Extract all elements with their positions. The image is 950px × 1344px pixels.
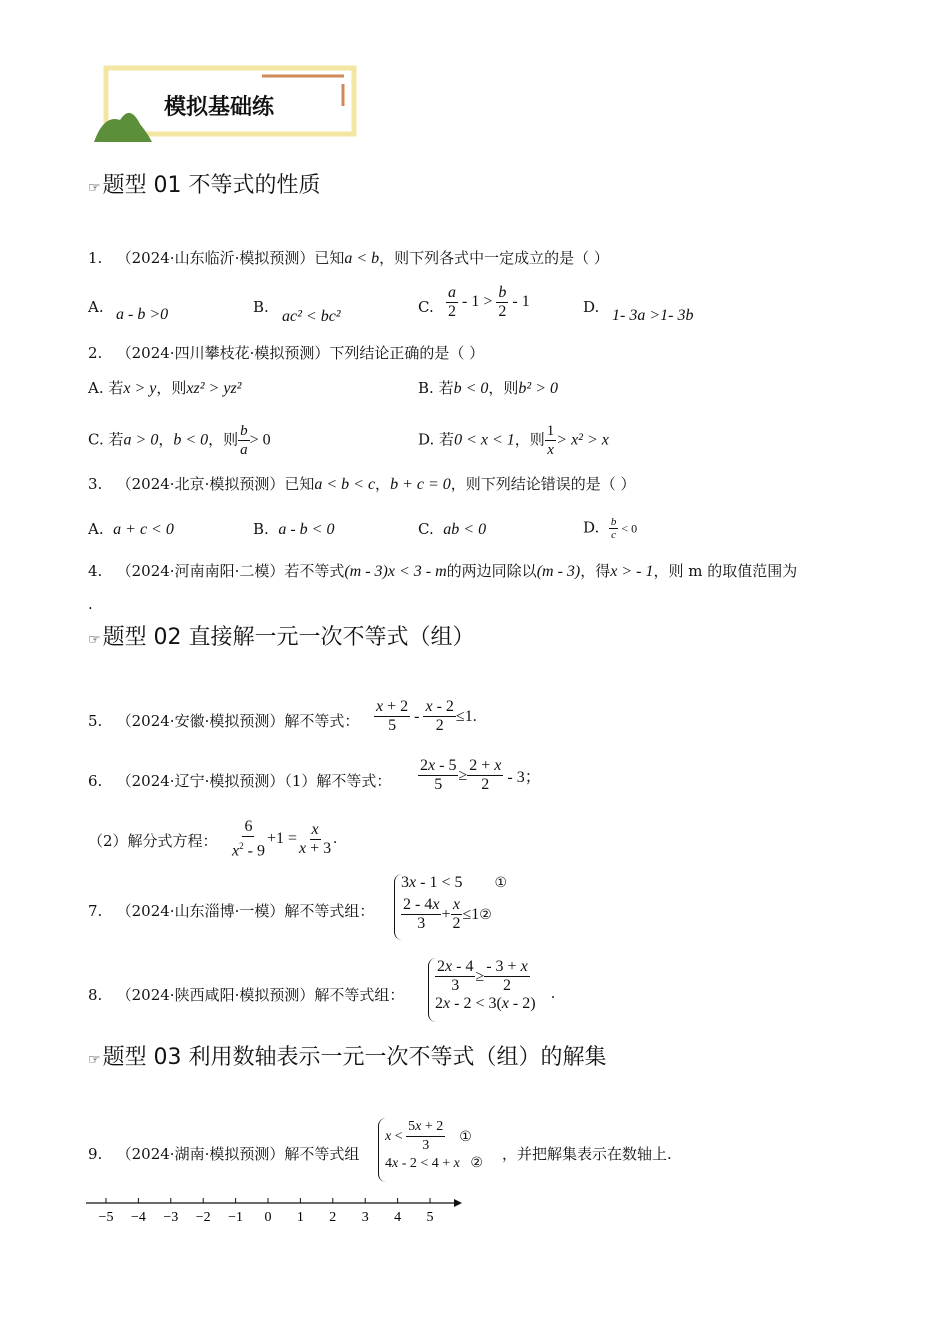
pointing-hand-icon: ☞ <box>88 632 101 648</box>
q9-tail: ，并把解集表示在数轴上. <box>502 1145 672 1163</box>
q9-system: x < $\frac{5x + 2}{3}$ ① 4x - 2 < 4 + x ② <box>378 1118 483 1182</box>
question-5: 5. （2024·安徽·模拟预测）解不等式： <box>88 712 360 730</box>
q2-option-a: A. 若x > y，则xz² > yz² <box>88 379 242 397</box>
section-heading-1: ☞题型 01 不等式的性质 <box>88 173 321 198</box>
q1-option-b: B. <box>253 298 269 316</box>
mountain-icon <box>94 113 152 142</box>
q7-system: 3x - 1 < 5 ① $\frac{2 - 4x}{3}$ + $\frac{x}{2}$ ≤1 ② <box>394 874 507 940</box>
question-1: 1. （2024·山东临沂·模拟预测）已知a < b，则下列各式中一定成立的是（ ） <box>88 249 609 267</box>
q1-option-d: D. <box>583 298 600 316</box>
q1-option-c-expr: $\frac{a}{2}$ - 1 > $\frac{b}{2}$ - 1 <box>448 284 530 320</box>
number-line-label: −2 <box>195 1210 211 1225</box>
q3-option-c: C. ab < 0 <box>418 520 487 538</box>
number-line-label: 5 <box>426 1210 434 1225</box>
q1-option-c: C. <box>418 298 434 316</box>
q2-option-b: B. 若b < 0，则b² > 0 <box>418 379 558 397</box>
q6-part1-expression: $\frac{2x - 5}{5}$ ≥ $\frac{2 + x}{2}$ - 3； <box>420 757 541 793</box>
q8-system: $\frac{2x - 4}{3}$ ≥ $\frac{- 3 + x}{2}$ 2x - 2 < 3(x - 2) <box>428 958 536 1022</box>
pointing-hand-icon: ☞ <box>88 180 101 196</box>
question-3: 3. （2024·北京·模拟预测）已知a < b < c，b + c = 0，则下列结论错误的是（ ） <box>88 475 636 493</box>
q2-option-c: C. 若a > 0，b < 0，则 $\frac{b}{a}$ > 0 <box>88 423 271 458</box>
q6-part2: （2）解分式方程： <box>88 832 218 850</box>
q1-option-d-expr: 1- 3a >1- 3b <box>612 307 694 324</box>
q1-option-a-expr: a - b >0 <box>116 306 169 323</box>
q4-answer-blank: . <box>88 595 93 613</box>
banner-title: 模拟基础练 <box>164 95 275 120</box>
number-line-label: −1 <box>228 1210 244 1225</box>
number-line-label: 1 <box>296 1210 304 1225</box>
q8-period: . <box>551 985 555 1002</box>
number-line <box>84 1194 484 1234</box>
q5-expression: $\frac{x + 2}{5}$ - $\frac{x - 2}{2}$ ≤1. <box>376 698 477 734</box>
number-line-label: 2 <box>329 1210 337 1225</box>
question-2: 2. （2024·四川攀枝花·模拟预测）下列结论正确的是（ ） <box>88 344 485 362</box>
banner <box>92 64 358 144</box>
q2-option-d: D. 若0 < x < 1，则 $\frac{1}{x}$ > x² > x <box>418 423 609 458</box>
q1-option-b-expr: ac² < bc² <box>282 308 341 325</box>
question-4: 4. （2024·河南南阳·二模）若不等式(m - 3)x < 3 - m的两边同除以(m - 3)，得x > - 1，则 m 的取值范围为 <box>88 562 798 580</box>
q3-option-d: D. $\frac{b}{c}$ < 0 <box>583 516 638 541</box>
q3-option-b: B. a - b < 0 <box>253 520 335 538</box>
section-heading-2: ☞题型 02 直接解一元一次不等式（组） <box>88 625 475 650</box>
number-line-label: −4 <box>130 1210 146 1225</box>
number-line-label: −5 <box>98 1210 114 1225</box>
q1-option-a: A. <box>88 298 104 316</box>
number-line-label: 4 <box>394 1210 402 1225</box>
question-7: 7. （2024·山东淄博·一模）解不等式组： <box>88 902 375 920</box>
number-line-label: 3 <box>361 1210 369 1225</box>
question-9: 9. （2024·湖南·模拟预测）解不等式组 <box>88 1145 360 1163</box>
question-8: 8. （2024·陕西咸阳·模拟预测）解不等式组： <box>88 986 405 1004</box>
q6-part2-expression: $\frac{6}{x^2 - 9}$ +1 = $\frac{x}{x + 3}$ . <box>232 818 338 860</box>
number-line-label: −3 <box>163 1210 179 1225</box>
arrow-head-icon <box>454 1199 462 1207</box>
question-6: 6. （2024·辽宁·模拟预测）（1）解不等式： <box>88 772 392 790</box>
pointing-hand-icon: ☞ <box>88 1052 101 1068</box>
q3-option-a: A. a + c < 0 <box>88 520 174 538</box>
section-heading-3: ☞题型 03 利用数轴表示一元一次不等式（组）的解集 <box>88 1045 607 1070</box>
q1-condition: a < b <box>344 250 380 267</box>
number-line-label: 0 <box>264 1210 272 1225</box>
